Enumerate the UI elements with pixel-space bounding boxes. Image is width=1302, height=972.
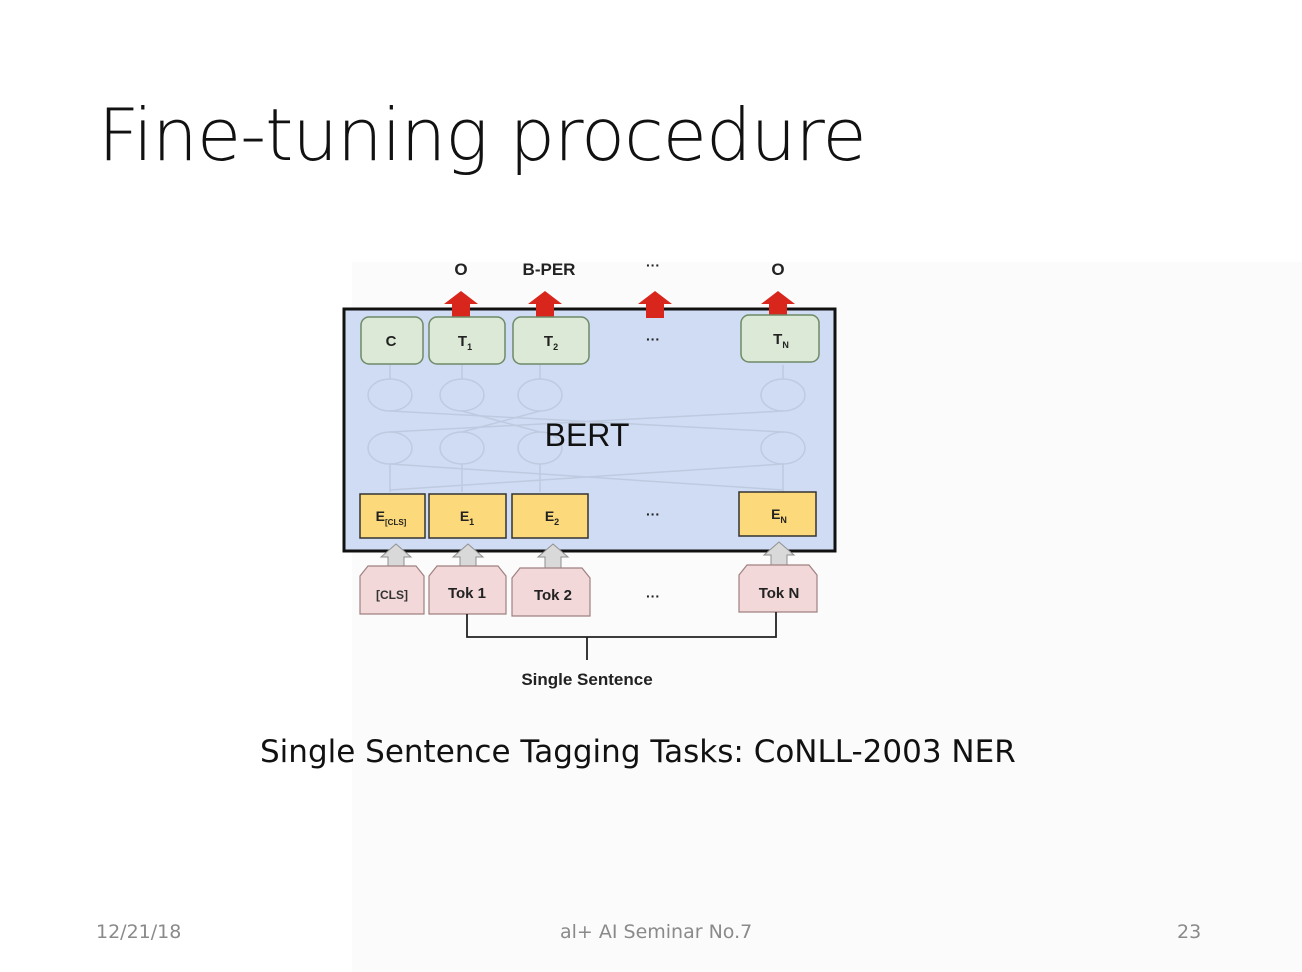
embedding-label-e2: $E_2$ — [544, 508, 560, 527]
embedding-label-en: $E_N$ — [771, 506, 787, 525]
slide-title: Fine-tuning procedure — [98, 93, 866, 177]
footer-date: 12/21/18 — [96, 921, 182, 943]
state-label-t2: $T_2$ — [543, 333, 559, 352]
bert-label: BERT — [544, 417, 630, 453]
state-label-t1: $T_1$ — [457, 333, 473, 352]
token-label-dots: ··· — [646, 588, 660, 604]
sentence-bracket — [467, 612, 776, 660]
output-label-2: ··· — [646, 257, 660, 273]
footer-page-number: 23 — [1177, 921, 1202, 943]
output-label-0: O — [454, 260, 468, 279]
embedding-box-cls — [360, 494, 425, 538]
token-label-tok1: Tok 1 — [447, 585, 487, 602]
slide-caption: Single Sentence Tagging Tasks: CoNLL-2003 NER — [260, 734, 1016, 770]
token-label-tokn: Tok N — [758, 585, 800, 602]
input-label: Single Sentence — [521, 670, 653, 689]
embedding-boxes — [360, 492, 816, 538]
embedding-label-cls: $E_{[CLS]}$ — [375, 508, 407, 527]
embedding-label-e1: $E_1$ — [459, 508, 475, 527]
state-label-dots: ··· — [646, 331, 660, 347]
embedding-label-dots: ··· — [646, 506, 660, 522]
output-label-3: O — [771, 260, 785, 279]
state-label-c: C — [385, 333, 397, 350]
state-label-tn: $T_N$ — [773, 331, 789, 350]
token-label-cls: [CLS] — [376, 588, 408, 602]
token-boxes — [360, 565, 817, 616]
token-label-tok2: Tok 2 — [533, 587, 573, 604]
output-label-1: B-PER — [522, 260, 576, 279]
footer-center-text: al+ AI Seminar No.7 — [560, 921, 753, 943]
